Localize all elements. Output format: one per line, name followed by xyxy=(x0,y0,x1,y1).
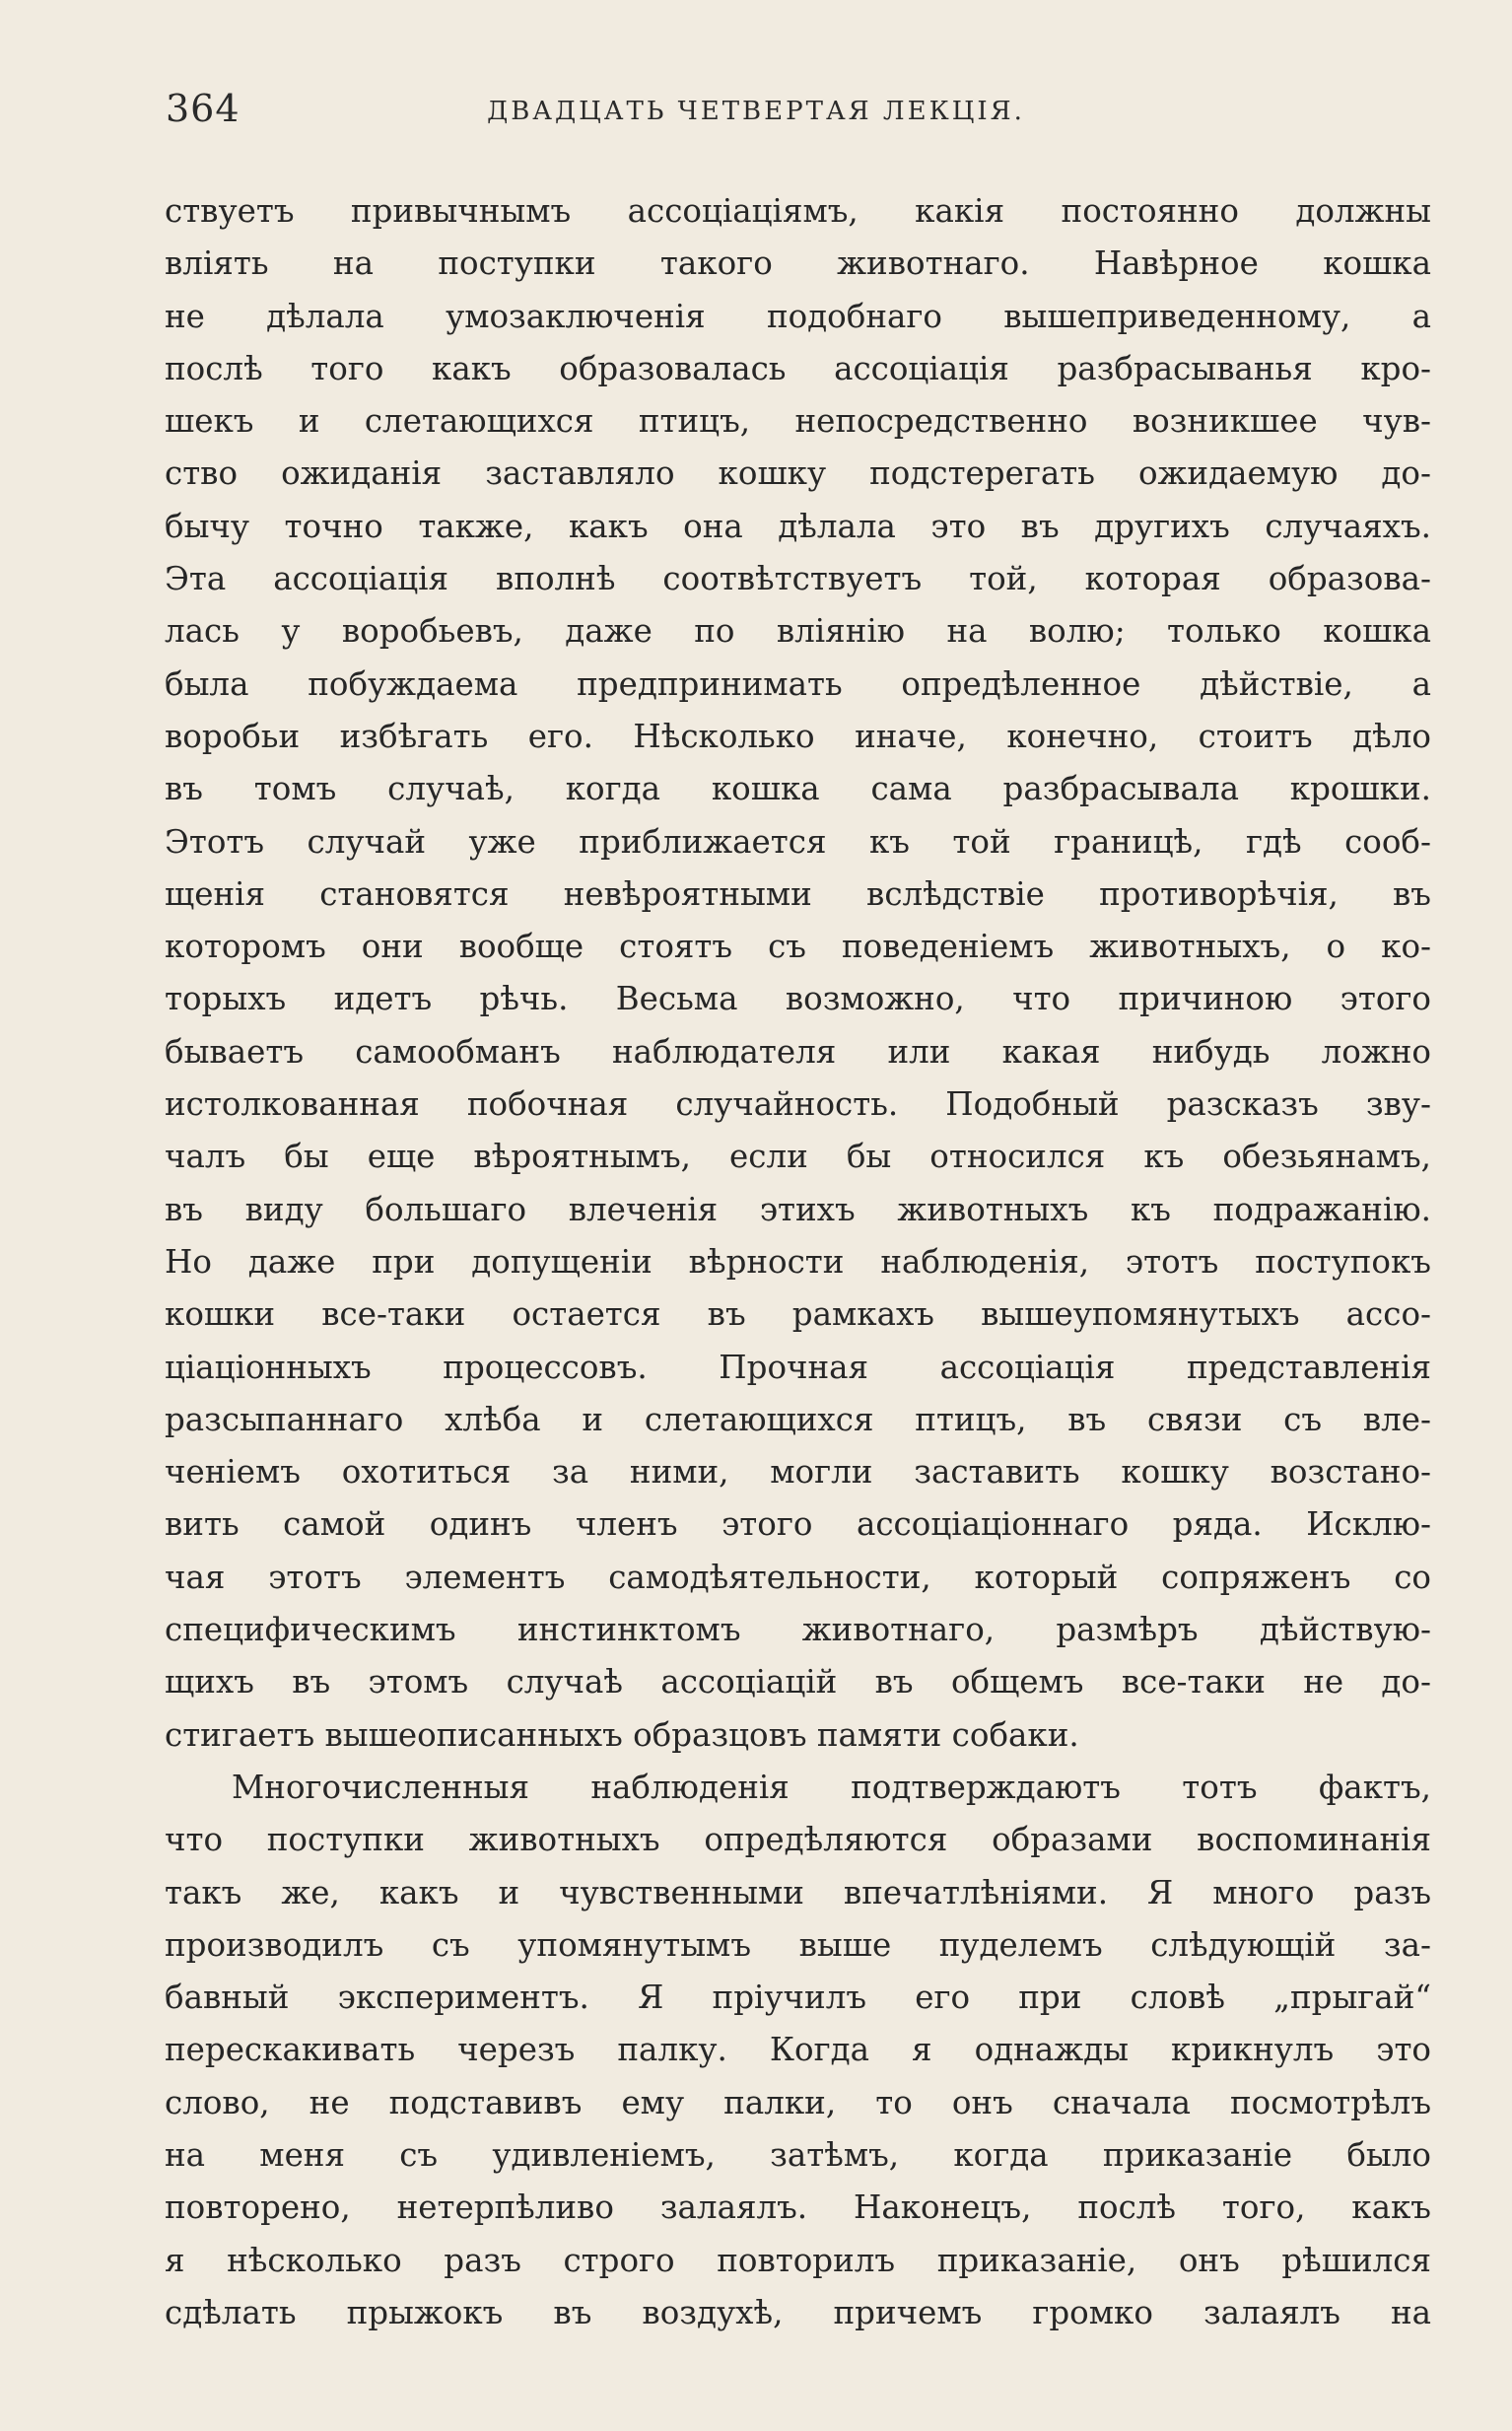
text-line: лась у воробьевъ, даже по вліянію на волю; только кошка xyxy=(165,612,1431,651)
text-line: бычу точно также, какъ она дѣлала это въ другихъ случаяхъ. xyxy=(165,507,1431,545)
body-text xyxy=(165,185,1431,2339)
text-line: шекъ и слетающихся птицъ, непосредственно возникшее чув- xyxy=(165,402,1431,441)
text-line: я нѣсколько разъ строго повторилъ приказаніе, онъ рѣшился xyxy=(165,2241,1431,2279)
text-line: чая этотъ элементъ самодѣятельности, который сопряженъ со xyxy=(165,1558,1431,1596)
text-line: щихъ въ этомъ случаѣ ассоціацій въ общемъ все-таки не до- xyxy=(165,1663,1431,1702)
text-line: повторено, нетерпѣливо залаялъ. Наконецъ, послѣ того, какъ xyxy=(165,2188,1431,2227)
text-line: ство ожиданія заставляло кошку подстерегать ожидаемую до- xyxy=(165,454,1431,493)
text-line: Эта ассоціація вполнѣ соотвѣтствуетъ той, которая образова- xyxy=(165,560,1431,598)
text-line: перескакивать черезъ палку. Когда я однажды крикнулъ это xyxy=(165,2031,1431,2069)
text-line: была побуждаема предпринимать опредѣленное дѣйствіе, а xyxy=(165,664,1431,703)
page-number: 364 xyxy=(166,87,241,130)
text-line: на меня съ удивленіемъ, затѣмъ, когда приказаніе было xyxy=(165,2135,1431,2174)
text-line: ченіемъ охотиться за ними, могли заставить кошку возстано- xyxy=(165,1453,1431,1492)
text-line: слово, не подставивъ ему палки, то онъ сначала посмотрѣлъ xyxy=(165,2083,1431,2121)
text-line: щенія становятся невѣроятными вслѣдствіе противорѣчія, въ xyxy=(165,874,1431,913)
text-line: такъ же, какъ и чувственными впечатлѣніями. Я много разъ xyxy=(165,1873,1431,1911)
text-line: ствуетъ привычнымъ ассоціаціямъ, какія постоянно должны xyxy=(165,192,1431,230)
text-line: вить самой одинъ членъ этого ассоціаціоннаго ряда. Исклю- xyxy=(165,1505,1431,1544)
text-line: разсыпаннаго хлѣба и слетающихся птицъ, въ связи съ вле- xyxy=(165,1400,1431,1438)
paragraph-last-line: стигаетъ вышеописанныхъ образцовъ памяти собаки. xyxy=(165,1715,1079,1754)
text-line: кошки все-таки остается въ рамкахъ вышеупомянутыхъ ассо- xyxy=(165,1295,1431,1334)
text-line: вліять на поступки такого животнаго. Навѣрное кошка xyxy=(165,244,1431,283)
text-line: Но даже при допущеніи вѣрности наблюденія, этотъ поступокъ xyxy=(165,1242,1431,1281)
text-line: которомъ они вообще стоятъ съ поведеніемъ животныхъ, о ко- xyxy=(165,928,1431,966)
text-line: воробьи избѣгать его. Нѣсколько иначе, конечно, стоитъ дѣло xyxy=(165,717,1431,755)
text-line: торыхъ идетъ рѣчь. Весьма возможно, что причиною этого xyxy=(165,980,1431,1018)
text-line: сдѣлать прыжокъ въ воздухѣ, причемъ громко залаялъ на xyxy=(165,2293,1431,2331)
text-line: истолкованная побочная случайность. Подобный разсказъ зву- xyxy=(165,1085,1431,1124)
text-line: бываетъ самообманъ наблюдателя или какая нибудь ложно xyxy=(165,1032,1431,1071)
text-line: Этотъ случай уже приближается къ той границѣ, гдѣ сооб- xyxy=(165,822,1431,861)
text-line: что поступки животныхъ опредѣляются образами воспоминанія xyxy=(165,1821,1431,1859)
text-line: послѣ того какъ образовалась ассоціація разбрасыванья кро- xyxy=(165,349,1431,387)
text-line: въ виду большаго влеченія этихъ животныхъ къ подражанію. xyxy=(165,1190,1431,1228)
text-line: специфическимъ инстинктомъ животнаго, размѣръ дѣйствую- xyxy=(165,1611,1431,1649)
running-title: ДВАДЦАТЬ ЧЕТВЕРТАЯ ЛЕКЦІЯ. xyxy=(487,97,1025,126)
text-line: производилъ съ упомянутымъ выше пуделемъ слѣдующій за- xyxy=(165,1925,1431,1964)
text-line: чалъ бы еще вѣроятнымъ, если бы относился къ обезьянамъ, xyxy=(165,1138,1431,1176)
text-line: въ томъ случаѣ, когда кошка сама разбрасывала крошки. xyxy=(165,770,1431,808)
text-line: не дѣлала умозаключенія подобнаго вышеприведенному, а xyxy=(165,297,1431,335)
text-line: ціаціонныхъ процессовъ. Прочная ассоціація представленія xyxy=(165,1348,1431,1386)
paragraph-first-line: Многочисленныя наблюденія подтверждаютъ тотъ фактъ, xyxy=(232,1768,1431,1806)
text-line: бавный экспериментъ. Я пріучилъ его при словѣ „прыгай“ xyxy=(165,1979,1431,2017)
